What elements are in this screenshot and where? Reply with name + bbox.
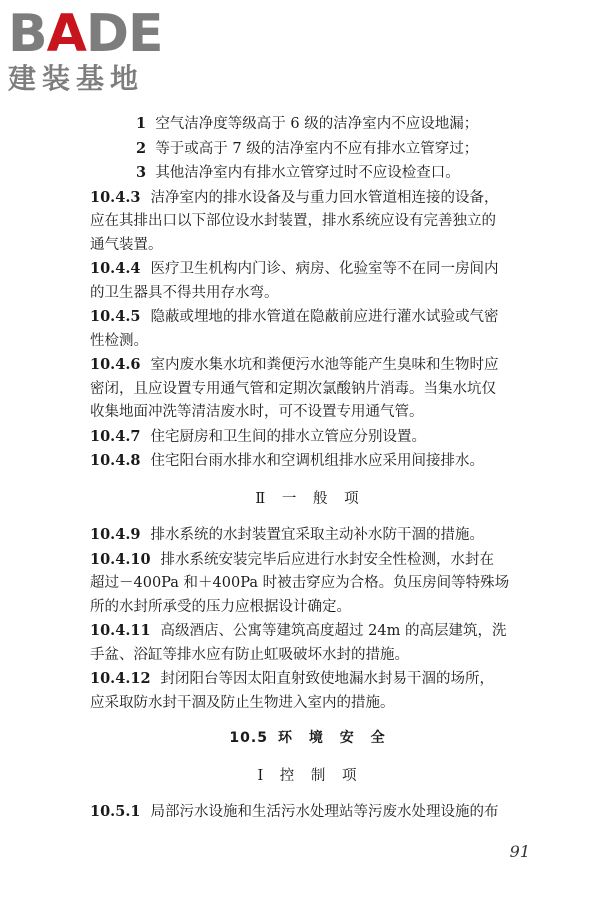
- clause-text: 洁净室内的排水设备及与重力回水管道相连接的设备，: [150, 189, 499, 206]
- list-item: [90, 112, 530, 137]
- item-number: 2: [136, 139, 147, 157]
- clause-10-4-5: [90, 305, 530, 353]
- page-number: 91: [509, 842, 530, 861]
- item-text: 等于或高于 7 级的洁净室内不应有排水立管穿过；: [155, 140, 479, 157]
- clause-number: 10.4.6: [90, 356, 141, 373]
- clause-number: 10.4.12: [90, 670, 151, 687]
- clause-10-4-11: [90, 619, 530, 667]
- clause-10-4-4: [90, 257, 530, 305]
- logo-letter-b: B: [8, 4, 47, 64]
- clause-10-4-12: [90, 667, 530, 715]
- item-text: 空气洁净度等级高于 6 级的洁净室内不应设地漏；: [155, 116, 479, 132]
- logo-wordmark: [8, 4, 178, 64]
- list-item: [90, 161, 530, 186]
- clause-text: 手盆、浴缸等排水应有防止虹吸破坏水封的措施。: [90, 646, 409, 663]
- clause-number: 10.4.5: [90, 308, 141, 325]
- subsection-heading-control: Ⅰ 控 制 项: [257, 767, 363, 784]
- logo-letters-de: DE: [85, 4, 163, 64]
- clause-text: 的卫生器具不得共用存水弯。: [90, 284, 279, 301]
- clause-text: 应在其排出口以下部位设水封装置，排水系统应设有完善独立的: [90, 213, 496, 229]
- clause-10-4-6: [90, 353, 530, 425]
- clause-text: 住宅厨房和卫生间的排水立管应分别设置。: [150, 428, 426, 445]
- clause-text: 隐蔽或埋地的排水管道在隐蔽前应进行灌水试验或气密: [150, 309, 499, 325]
- clause-text: 通气装置。: [90, 236, 163, 253]
- clause-number: 10.4.3: [90, 188, 141, 206]
- section-heading: [90, 727, 530, 751]
- logo-subtitle: 建装基地: [8, 62, 145, 95]
- clause-10-4-8: [90, 449, 530, 474]
- item-number: 3: [136, 164, 147, 181]
- clause-10-4-3: [90, 186, 530, 258]
- section-title: 环 境 安 全: [277, 730, 391, 746]
- clause-text: 所的水封所承受的压力应根据设计确定。: [90, 598, 351, 615]
- section-number: 10.5: [229, 730, 268, 746]
- item-text: 其他洁净室内有排水立管穿过时不应设检查口。: [155, 165, 460, 181]
- clause-number: 10.5.1: [90, 803, 141, 820]
- clause-number: 10.4.8: [90, 452, 141, 469]
- list-item: [90, 137, 530, 162]
- bade-logo: [8, 4, 178, 98]
- clause-10-4-9: [90, 523, 530, 548]
- clause-text: 排水系统安装完毕后应进行水封安全性检测，水封在: [160, 551, 495, 568]
- clause-text: 应采取防水封干涸及防止生物进入室内的措施。: [90, 694, 395, 711]
- clause-text: 收集地面冲洗等清洁废水时，可不设置专用通气管。: [90, 404, 424, 420]
- clause-10-5-1: [90, 800, 530, 825]
- subsection-heading-general: Ⅱ 一 般 项: [255, 490, 365, 507]
- clause-text: 排水系统的水封装置宜采取主动补水防干涸的措施。: [150, 527, 484, 543]
- clause-text: 住宅阳台雨水排水和空调机组排水应采用间接排水。: [150, 453, 484, 469]
- clause-text: 医疗卫生机构内门诊、病房、化验室等不在同一房间内: [150, 261, 499, 277]
- clause-number: 10.4.7: [90, 427, 141, 445]
- clause-number: 10.4.10: [90, 550, 151, 568]
- document-body: [90, 112, 530, 825]
- clause-text: 封闭阳台等因太阳直射致使地漏水封易干涸的场所，: [160, 671, 495, 687]
- clause-number: 10.4.9: [90, 526, 141, 543]
- clause-text: 局部污水设施和生活污水处理站等污废水处理设施的布: [150, 804, 499, 820]
- clause-number: 10.4.4: [90, 260, 141, 277]
- clause-text: 高级酒店、公寓等建筑高度超过 24m 的高层建筑，洗: [160, 623, 507, 639]
- logo-letter-a: A: [46, 4, 86, 64]
- clause-number: 10.4.11: [90, 622, 151, 639]
- clause-text: 超过－400Pa 和＋400Pa 时被击穿应为合格。负压房间等特殊场: [90, 575, 510, 591]
- clause-10-4-10: [90, 548, 530, 620]
- clause-text: 密闭，且应设置专用通气管和定期次氯酸钠片消毒。当集水坑仅: [90, 380, 496, 397]
- clause-text: 性检测。: [90, 332, 148, 349]
- clause-text: 室内废水集水坑和粪便污水池等能产生臭味和生物时应: [150, 357, 499, 373]
- clause-10-4-7: [90, 425, 530, 450]
- item-number: 1: [136, 115, 147, 132]
